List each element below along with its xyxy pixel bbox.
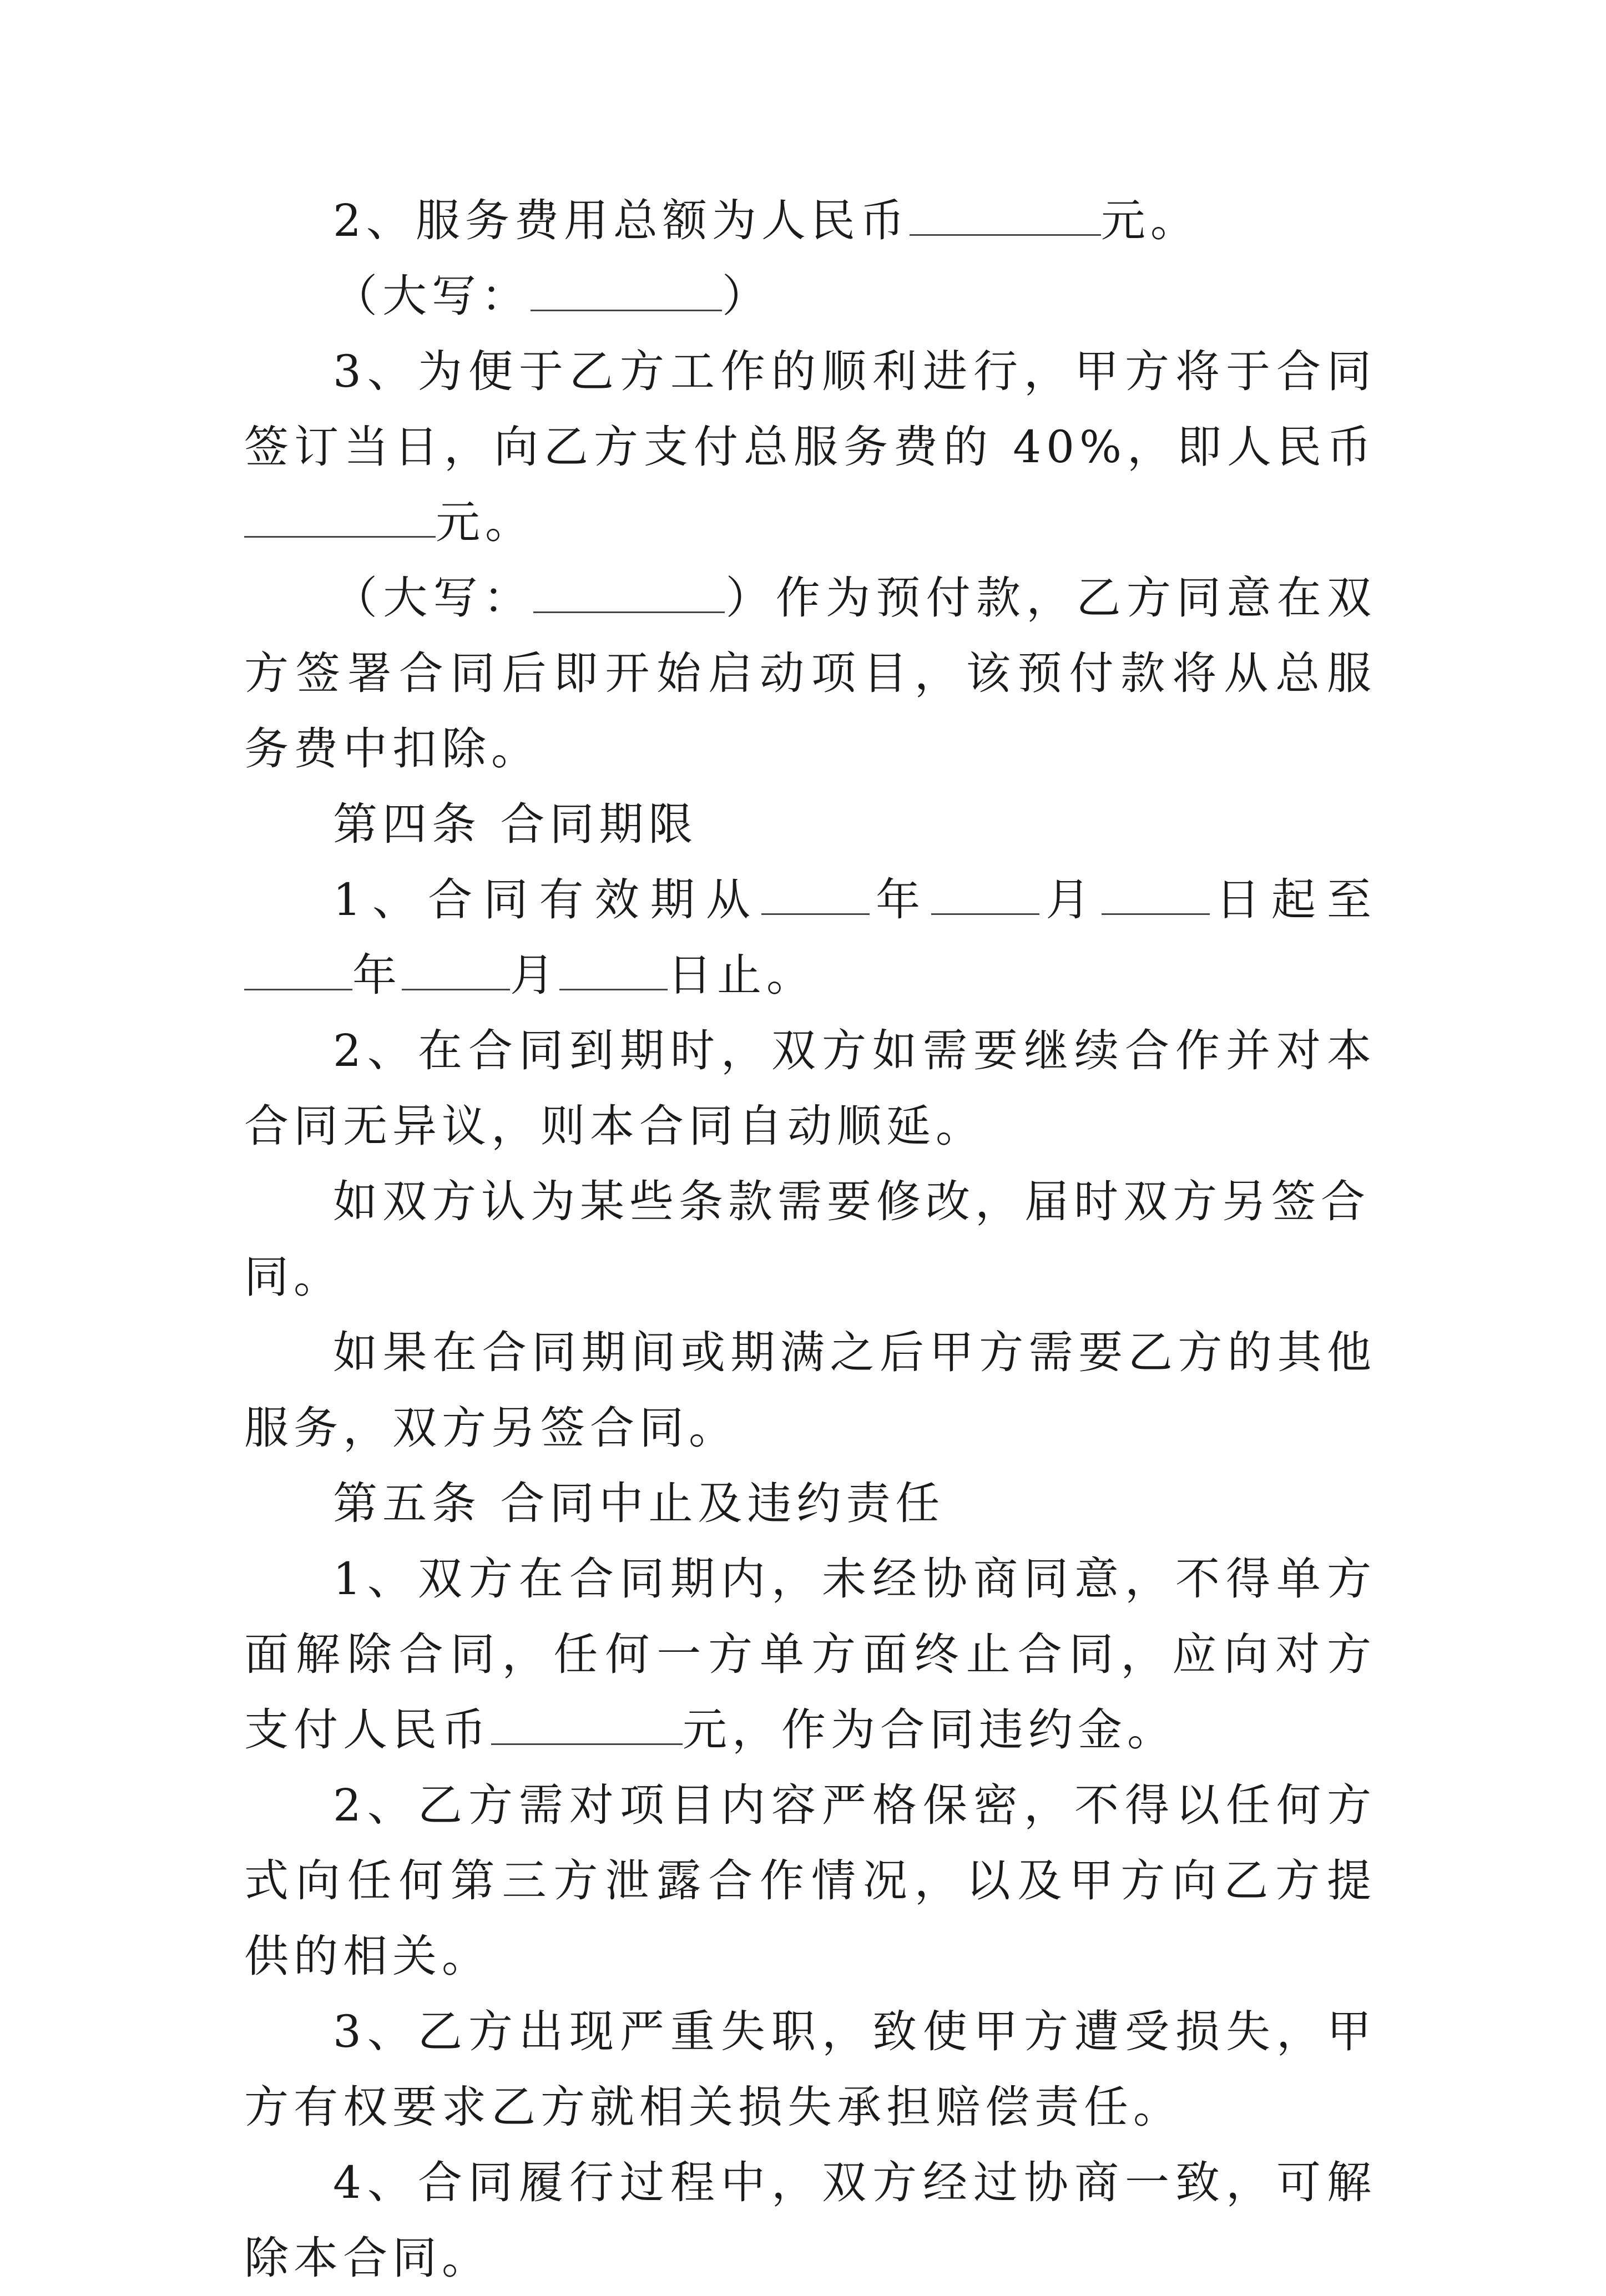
text: 1、双方在合同期内，未经协商同意，不得单方面解除合同，任何一方单方面终止合同，应向对方支付人民币 [244,1553,1376,1756]
text: 3、为便于乙方工作的顺利进行，甲方将于合同签订当日，向乙方支付总服务费的 40%，即人民币 [244,346,1376,473]
paragraph-other-services: 如果在合同期间或期满之后甲方需要乙方的其他服务，双方另签合同。 [244,1327,1376,1454]
text: （大写： [333,270,531,322]
section-heading-article-4: 第四条 合同期限 [333,798,698,850]
blank-line [402,953,510,990]
text: 元。 [436,497,534,548]
text: 年 [870,874,932,926]
text: 元，作为合同违约金。 [683,1704,1176,1756]
text: ） [722,270,771,322]
blank-line [1102,878,1210,915]
paragraph-contract-term [244,862,1376,1013]
paragraph-prepayment [244,334,1376,560]
text: 月 [1039,874,1102,926]
paragraph-liability: 3、乙方出现严重失职，致使甲方遭受损失，甲方有权要求乙方就相关损失承担赔偿责任。 [244,2006,1376,2133]
paragraph-confidentiality: 2、乙方需对项目内容严格保密，不得以任何方式向任何第三方泄露合作情况，以及甲方向乙方提供的相关。 [244,1779,1376,1982]
paragraph-amendment: 如双方认为某些条款需要修改，届时双方另签合同。 [244,1176,1370,1303]
blank-line [761,878,870,915]
text: 元。 [1100,195,1200,246]
blank-line [559,953,668,990]
blank-line [533,576,725,613]
text: 2、服务费用总额为人民币 [333,195,910,246]
section-heading-article-5: 第五条 合同中止及违约责任 [333,1478,945,1529]
paragraph-auto-renewal: 2、在合同到期时，双方如需要继续合作并对本合同无异议，则本合同自动顺延。 [244,1025,1376,1152]
text: 月 [510,949,559,1001]
paragraph-mutual-termination: 4、合同履行过程中，双方经过协商一致，可解除本合同。 [244,2157,1376,2284]
text: 日止。 [668,949,816,1001]
blank-line [910,199,1101,236]
document-body [244,183,1376,2296]
text: 日起至 [1209,874,1376,926]
paragraph-amount-in-words-1 [244,259,1376,334]
text: ）作为预付款，乙方同意在双方签署合同后即开始启动项目，该预付款将从总服务费中扣除。 [244,572,1377,775]
text: （大写： [333,572,534,624]
text: 年 [352,949,402,1001]
blank-line [244,953,352,990]
paragraph-termination-penalty [244,1541,1376,1768]
paragraph-amount-in-words-2 [244,560,1376,787]
blank-line [491,1708,683,1745]
blank-line [531,274,722,311]
paragraph-service-fee-total [244,183,1376,259]
text: 1、合同有效期从 [333,874,762,926]
blank-line [244,500,436,538]
blank-line [931,878,1039,915]
